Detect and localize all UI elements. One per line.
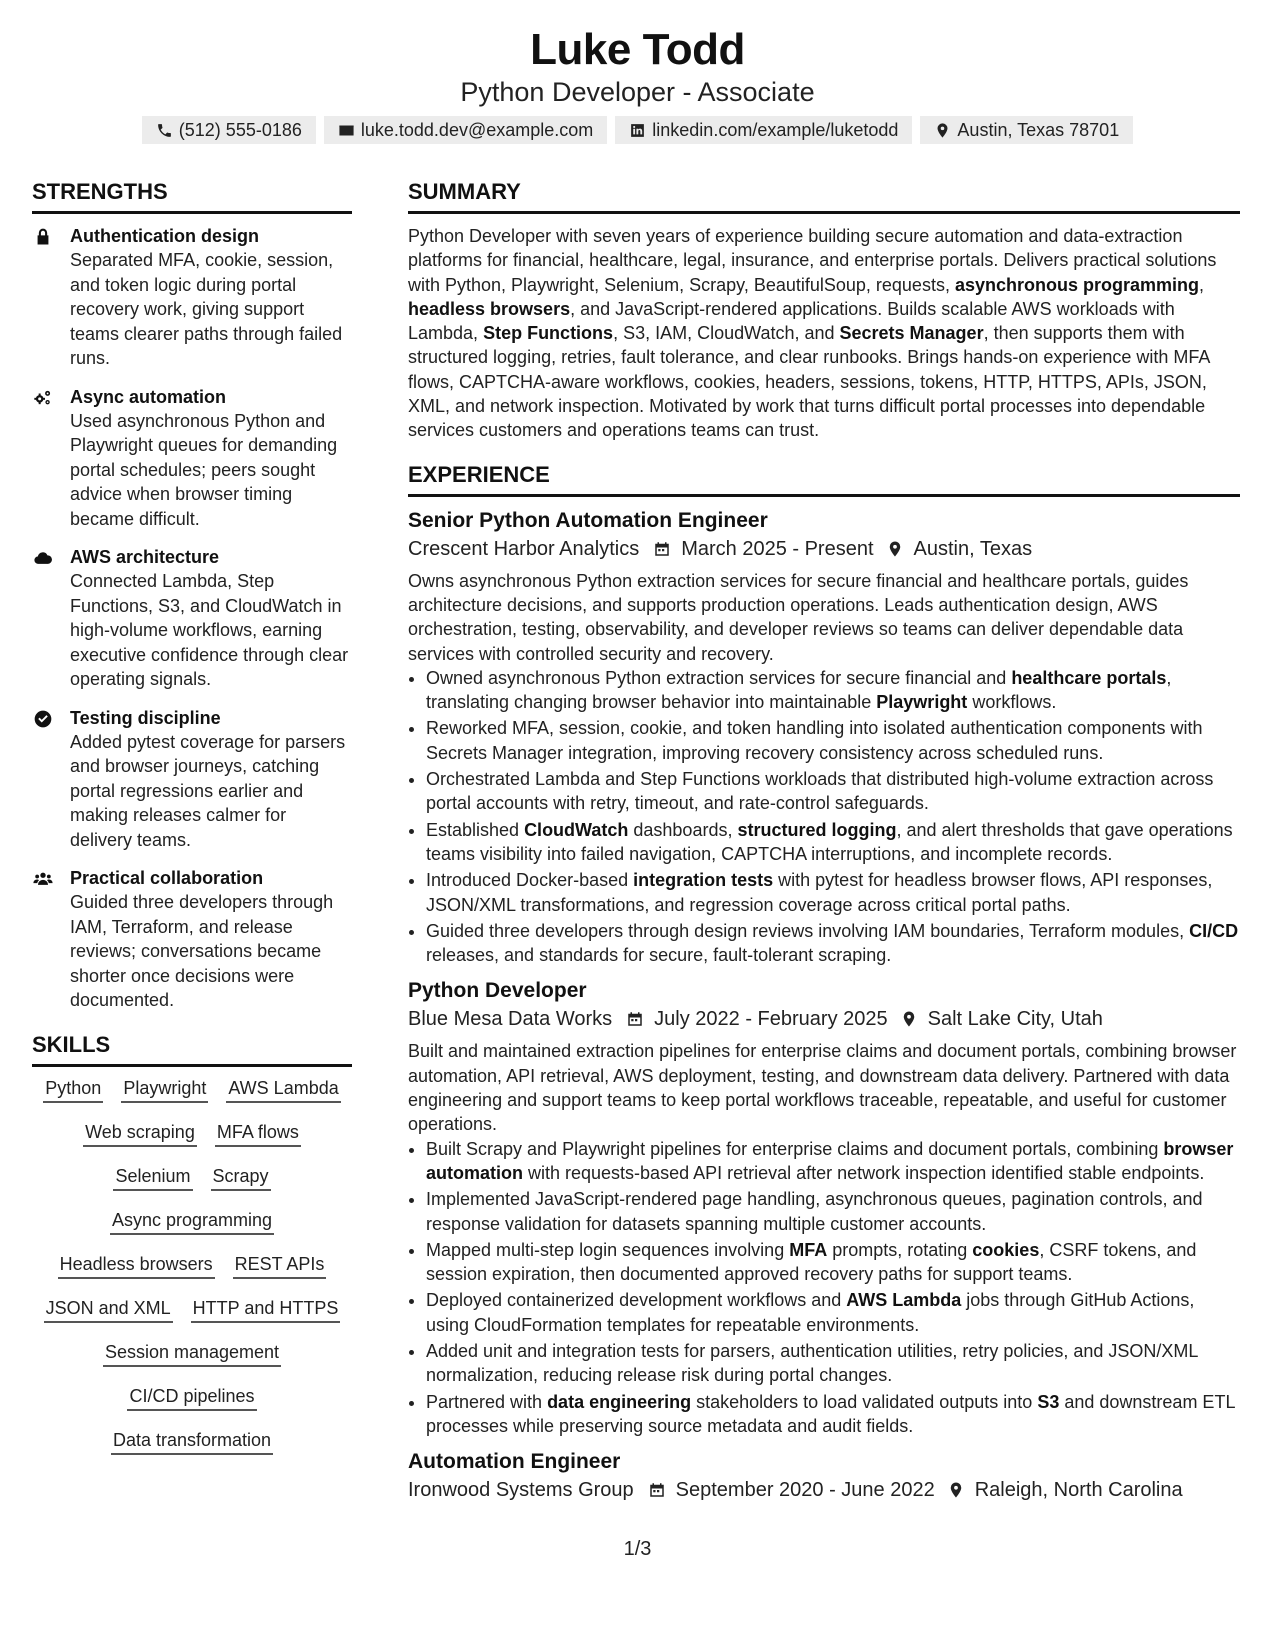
job-meta [408,1005,1240,1033]
calendar-icon [648,1481,666,1499]
strength-title: Testing discipline [70,707,221,728]
strength-item [32,545,352,692]
skill-row [32,1121,352,1147]
job-bullet [426,716,1240,765]
strength-body [70,224,352,371]
map-pin-icon [900,1010,918,1028]
job-bullet [426,1187,1240,1236]
strength-description: Guided three developers through IAM, Terraform, and release reviews; conversations became shorter once decisions were documented. [70,892,334,1010]
strength-icon-wrap [32,706,70,853]
strengths-list [32,224,352,1013]
job-bullet [426,767,1240,816]
skill-row [32,1341,352,1367]
strength-description: Used asynchronous Python and Playwright queues for demanding portal schedules; peers sought advice when browser timing became difficult. [70,410,338,529]
job-bullet [426,818,1240,867]
strength-icon-wrap [32,866,70,1013]
bold-text: CloudWatch [524,819,629,840]
envelope-icon [338,122,355,139]
job-entry [408,977,1240,1438]
strength-body [70,866,352,1013]
job-bullet [426,1238,1240,1287]
skill-row [32,1077,352,1103]
job-bullet [426,1137,1240,1186]
strengths-heading: STRENGTHS [32,178,352,214]
bold-text: CI/CD [1189,920,1239,941]
bold-text: integration tests [633,870,774,891]
job-company: Ironwood Systems Group [408,1479,634,1502]
text-run: workflows. [967,692,1057,713]
job-location: Salt Lake City, Utah [927,1008,1103,1031]
bold-text: Step Functions [483,323,614,344]
job-bullet [426,666,1240,715]
text-run: dashboards, [628,819,738,840]
skills-heading: SKILLS [32,1031,352,1067]
map-pin-icon [947,1481,965,1499]
skill-tag: JSON and XML [44,1297,173,1323]
left-column [32,178,352,1514]
bold-text: AWS Lambda [846,1290,962,1311]
strength-body [70,385,352,532]
skill-tag: REST APIs [233,1253,327,1279]
strength-body [70,706,352,853]
text-run: , and JavaScript-rendered applications. Builds scalable AWS workloads with Lambda, [408,298,1175,344]
text-run: Deployed containerized development workflows and [426,1290,847,1311]
job-title: Automation Engineer [408,1450,621,1474]
text-run: Introduced Docker-based [426,870,634,891]
map-pin-icon [934,122,951,139]
text-run: releases, and standards for secure, fault-tolerant scraping. [426,945,892,966]
right-column [408,178,1240,1514]
text-run: Mapped multi-step login sequences involving [426,1239,790,1260]
job-bullet [426,1339,1240,1388]
linkedin-chip[interactable] [615,116,912,144]
linkedin-text: linkedin.com/example/luketodd [652,120,899,140]
experience-heading: EXPERIENCE [408,461,1240,497]
linkedin-icon [629,122,646,139]
job-bullet [426,868,1240,917]
phone-chip[interactable] [142,116,316,144]
strength-icon-wrap [32,385,70,532]
bold-text: cookies [972,1239,1040,1260]
text-run: with requests-based API retrieval after network inspection identified stable endpoints. [523,1162,1205,1183]
summary-text [408,224,1240,443]
text-run: , [1199,274,1205,295]
bold-text: S3 [1037,1391,1060,1412]
skill-tag: Headless browsers [58,1253,215,1279]
bold-text: MFA [789,1239,828,1260]
strength-description: Added pytest coverage for parsers and browser journeys, catching portal regressions earlier and making releases calmer for delivery teams. [70,731,346,850]
skill-tag: Python [43,1077,103,1103]
skill-row [32,1429,352,1455]
experience-section [408,461,1240,1505]
job-bullet [426,1288,1240,1337]
contact-bar [0,116,1275,144]
skill-tag: Data transformation [111,1429,273,1455]
text-run: , CSRF tokens, and session expiration, then documented approved recovery paths for support teams. [426,1239,1197,1285]
strength-description: Connected Lambda, Step Functions, S3, and CloudWatch in high-volume workflows, earning executive confidence through clear operating signals. [70,571,349,689]
skill-row [32,1385,352,1411]
text-run: Orchestrated Lambda and Step Functions workloads that distributed high-volume extraction across portal accounts with retry, timeout, and rate-control safeguards. [426,769,1214,814]
strength-item [32,385,352,532]
job-dates: March 2025 - Present [681,537,874,560]
skills-section [32,1031,352,1455]
job-meta [408,1476,1240,1504]
skill-tag: Scrapy [211,1165,271,1191]
location-text: Austin, Texas 78701 [957,120,1120,140]
job-bullet [426,919,1240,968]
phone-text: (512) 555-0186 [178,120,302,140]
strength-title: Practical collaboration [70,868,264,888]
job-location: Raleigh, North Carolina [974,1479,1183,1502]
skill-tag: HTTP and HTTPS [191,1297,341,1323]
job-summary: Owns asynchronous Python extraction services for secure financial and healthcare portals, guides architecture decisions, and supports production operations. Leads authentication design, AWS orchestration, testing, observability, and developer reviews so teams can deliver dependable data services with controlled security and recovery. [408,570,1189,664]
text-run: , S3, IAM, CloudWatch, and [613,323,840,344]
text-run: Guided three developers through design reviews involving IAM boundaries, Terraform modules, [426,920,1190,941]
strength-title: AWS architecture [70,547,220,567]
users-icon [32,869,54,889]
text-run: Implemented JavaScript-rendered page handling, asynchronous queues, pagination controls, and response validation for datasets spanning multiple customer accounts. [426,1189,1203,1234]
bold-text: Playwright [876,692,968,713]
job-title: Senior Python Automation Engineer [408,508,768,532]
skill-tag: Session management [103,1341,281,1367]
resume-header [0,0,1275,144]
text-run: Owned asynchronous Python extraction services for secure financial and [426,667,1012,688]
text-run: Added unit and integration tests for parsers, authentication utilities, retry policies, and JSON/XML normalization, reducing release risk during portal changes. [426,1340,1198,1386]
lock-icon [32,227,54,247]
job-company: Crescent Harbor Analytics [408,537,640,560]
strength-title: Authentication design [70,226,259,246]
text-run: , translating changing browser behavior into maintainable [426,667,1172,713]
phone-icon [156,122,173,139]
page-number: 1/3 [623,1538,652,1560]
text-run: Reworked MFA, session, cookie, and token handling into isolated authentication components with Secrets Manager integration, improving recovery consistency across scheduled runs. [426,718,1203,763]
skills-list [32,1077,352,1455]
strength-icon-wrap [32,224,70,371]
skill-tag: Web scraping [83,1121,197,1147]
jobs-list [408,507,1240,1505]
job-summary: Built and maintained extraction pipelines for enterprise claims and document portals, combining browser automation, API retrieval, AWS deployment, testing, and downstream data delivery. Partnered with data engineering and support teams to keep portal workflows traceable, repeatable, and useful for customer operations. [408,1041,1237,1135]
bold-text: headless browsers [408,298,571,319]
job-title: Python Developer [408,979,587,1003]
summary-heading: SUMMARY [408,178,1240,214]
text-run: , then supports them with structured logging, retries, fault tolerance, and clear runbooks. Brings hands-on experience with MFA flows, CAPTCHA-aware workflows, cookies, headers, sessions, tokens, HTTP, HTTPS, APIs, JSON, XML, and network inspection. Motivated by work that turns difficult portal processes into dependable services customers and operations teams can trust. [408,323,1210,441]
bold-text: asynchronous programming [954,274,1199,295]
email-text: luke.todd.dev@example.com [360,120,594,140]
strength-item [32,224,352,371]
calendar-icon [626,1010,644,1028]
text-run: with pytest for headless browser flows, API responses, JSON/XML transformations, and regression coverage across critical portal paths. [426,870,1213,915]
skill-row [32,1297,352,1323]
skill-tag: Playwright [121,1077,208,1103]
map-pin-icon [886,540,904,558]
job-bullets [408,1137,1240,1439]
cloud-icon [32,548,54,568]
skill-tag: Selenium [113,1165,192,1191]
bold-text: structured logging [737,819,897,840]
location-chip [920,116,1133,144]
candidate-name: Luke Todd [530,25,745,74]
strength-item [32,706,352,853]
skill-tag: AWS Lambda [226,1077,340,1103]
summary-section [408,178,1240,443]
bold-text: browser automation [426,1138,1234,1183]
strength-item [32,866,352,1013]
skill-tag: Async programming [110,1209,274,1235]
skill-tag: CI/CD pipelines [127,1385,256,1411]
strength-title: Async automation [70,386,227,407]
skill-row [32,1209,352,1235]
text-run: jobs through GitHub Actions, using CloudFormation templates for repeatable environments. [426,1290,1195,1335]
text-run: , and alert thresholds that gave operations teams visibility into failed navigation, CAPTCHA interruptions, and incomplete records. [426,819,1233,864]
job-company: Blue Mesa Data Works [408,1008,613,1031]
bold-text: Secrets Manager [839,323,984,344]
text-run: Established [426,819,525,840]
job-bullets [408,666,1240,968]
job-dates: September 2020 - June 2022 [675,1479,935,1502]
strengths-section [32,178,352,1013]
strength-description: Separated MFA, cookie, session, and token logic during portal recovery work, giving support teams clearer paths through failed runs. [70,250,343,368]
resume-body [32,178,1243,1514]
bold-text: healthcare portals [1011,667,1167,688]
skill-row [32,1253,352,1279]
gears-icon [32,388,54,408]
candidate-title: Python Developer - Associate [460,77,815,107]
bold-text: data engineering [547,1391,692,1412]
check-circle-icon [32,709,54,729]
strength-icon-wrap [32,545,70,692]
text-run: Python Developer with seven years of experience building secure automation and data-extraction platforms for financial, healthcare, legal, insurance, and enterprise portals. Delivers practical solutions with Python, Playwright, Selenium, Scrapy, BeautifulSoup, requests, [408,226,1217,295]
strength-body [70,545,352,692]
text-run: Built Scrapy and Playwright pipelines for enterprise claims and document portals, combining [426,1138,1164,1159]
text-run: Partnered with [426,1391,548,1412]
job-location: Austin, Texas [913,537,1033,560]
text-run: stakeholders to load validated outputs into [691,1391,1038,1412]
job-entry [408,1448,1240,1504]
skill-tag: MFA flows [215,1121,301,1147]
job-entry [408,507,1240,968]
email-chip[interactable] [324,116,607,144]
job-meta [408,535,1240,563]
text-run: prompts, rotating [827,1239,973,1260]
job-dates: July 2022 - February 2025 [654,1008,888,1031]
skill-row [32,1165,352,1191]
text-run: and downstream ETL processes while preserving source metadata and audit fields. [426,1391,1235,1436]
job-bullet [426,1390,1240,1439]
calendar-icon [653,540,671,558]
